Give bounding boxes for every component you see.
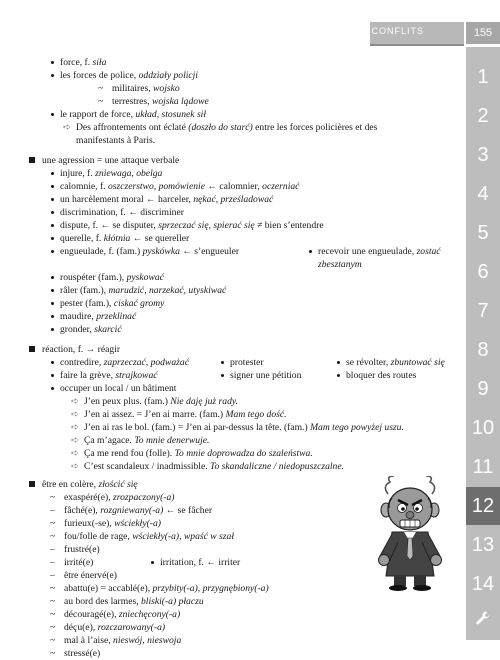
list-item: ~ mal à l’aise, nieswój, nieswoja (50, 635, 182, 646)
chapter-tab-14[interactable]: 14 (471, 573, 495, 595)
list-item: irritation, f. ← irriter (160, 557, 241, 568)
list-item: pester (fam.), ciskać gromy (60, 298, 165, 309)
list-item: calomnie, f. oszczerstwo, pomówienie ← calomnier, oczerniać (60, 181, 300, 192)
list-item: râler (fam.), marudzić, narzekać, utyskiwać (60, 285, 227, 296)
arrow-icon: ➪ (71, 396, 80, 407)
list-item: force, f. siła (60, 57, 107, 68)
example-sentence: manifestants à Paris. (76, 135, 156, 146)
example-sentence: ➪ Ça me rend fou (folle). To mnie doprowadza do szaleństwa. (71, 448, 313, 459)
arrow-icon: ➪ (71, 409, 80, 420)
example-sentence: ➪ J’en ai ras le bol. (fam.) = J’en ai par-dessus la tête. (fam.) Mam tego powyżej uszu. (71, 422, 404, 433)
list-item: ~ fou/folle de rage, wściekły(-a), wpaść w szał (50, 531, 234, 542)
example-sentence: ➪ C’est scandaleux / inadmissible. To skandaliczne / niedopuszczalne. (71, 461, 344, 472)
arrow-icon: ➪ (71, 448, 80, 459)
section-heading: une agression = une attaque verbale (30, 154, 179, 167)
angry-man-illustration (370, 476, 450, 591)
chapter-tab-11[interactable]: 11 (472, 456, 494, 478)
example-sentence: ➪ Ça m’agace. To mnie denerwuje. (71, 435, 210, 446)
list-item: ~ abattu(e) = accablé(e), przybity(-a), przygnębiony(-a) (50, 583, 269, 594)
chapter-tab-7[interactable]: 7 (477, 300, 489, 322)
list-item: – frustré(e) (50, 544, 100, 555)
chapter-tab-13[interactable]: 13 (471, 534, 495, 556)
example-sentence: ➪ J’en ai assez. = J’en ai marre. (fam.) Mam tego dość. (71, 409, 287, 420)
list-item: discrimination, f. ← discriminer (60, 207, 184, 218)
list-item: injure, f. zniewaga, obelga (60, 168, 163, 179)
chapter-tab-1[interactable]: 1 (477, 66, 489, 88)
section-heading: être en colère, złościć się (30, 478, 138, 491)
list-item: ~ déçu(e), rozczarowany(-a) (50, 622, 166, 633)
list-item: querelle, f. kłótnia ← se quereller (60, 233, 190, 244)
chapter-tab-12[interactable]: 12 (466, 487, 500, 525)
list-item: dispute, f. ← se disputer, sprzeczać się, spierać się ≠ bien s’entendre (60, 220, 324, 231)
list-item: faire la grève, strajkować (60, 370, 158, 381)
list-item: maudire, przeklinać (60, 311, 137, 322)
list-item: recevoir une engueulade, zostać (318, 246, 441, 257)
list-item: gronder, skarcić (60, 324, 122, 335)
list-item: un harcèlement moral ← harceler, nękać, prześladować (60, 194, 274, 205)
list-item: se révolter, zbuntować się (346, 357, 445, 368)
chapter-tabs (466, 47, 500, 640)
arrow-icon: ➪ (71, 461, 80, 472)
page-header (0, 0, 464, 47)
list-item: contredire, zaprzeczać, podważać (60, 357, 189, 368)
arrow-icon: ➪ (63, 122, 72, 133)
chapter-tab-4[interactable]: 4 (477, 183, 489, 205)
list-item: ~ exaspéré(e), zrozpaczony(-a) (50, 492, 175, 503)
chapter-tab-2[interactable]: 2 (477, 105, 489, 127)
chapter-tab-6[interactable]: 6 (477, 261, 489, 283)
chapter-tab-8[interactable]: 8 (477, 339, 489, 361)
list-item: ~ au bord des larmes, bliski(-a) płaczu (50, 596, 204, 607)
chapter-title: LES CONFLITS (347, 26, 424, 36)
arrow-icon: ➪ (71, 422, 80, 433)
example-sentence: ➪ J’en peux plus. (fam.) Nie daję już rady. (71, 396, 239, 407)
list-item: ~ stressé(e) (50, 648, 101, 659)
chapter-tab-9[interactable]: 9 (477, 378, 489, 400)
list-item: bloquer des routes (346, 370, 417, 381)
page-number: 155 (466, 22, 500, 44)
list-item: ~ terrestres, wojska lądowe (98, 96, 209, 107)
list-item-continuation: zbesztanym (318, 259, 362, 270)
list-item: signer une pétition (230, 370, 302, 381)
list-item: engueulade, f. (fam.) pyskówka ← s’engueuler (60, 246, 240, 257)
list-item: ~ découragé(e), zniechęcony(-a) (50, 609, 181, 620)
list-item: le rapport de force, układ, stosunek sił (60, 109, 207, 120)
list-item: ~ militaires, wojsko (98, 83, 180, 94)
list-item: ~ furieux(-se), wściekły(-a) (50, 518, 161, 529)
wrench-icon[interactable] (475, 610, 491, 626)
header-underline (370, 44, 464, 46)
chapter-tab-10[interactable]: 10 (471, 417, 495, 439)
arrow-icon: ➪ (71, 435, 80, 446)
list-item: protester (230, 357, 264, 368)
list-item: les forces de police, oddziały policji (60, 70, 199, 81)
example-sentence: ➪ Des affrontements ont éclaté (doszło do starć) entre les forces policières et des (63, 122, 378, 133)
section-heading: réaction, f. → réagir (30, 343, 120, 356)
list-item: rouspéter (fam.), pyskować (60, 272, 164, 283)
list-item: – irrité(e) (50, 557, 94, 568)
chapter-tab-3[interactable]: 3 (477, 144, 489, 166)
chapter-tab-5[interactable]: 5 (477, 222, 489, 244)
list-item: – fâché(e), rozgniewany(-a) ← se fâcher (50, 505, 213, 516)
list-item: occuper un local / un bâtiment (60, 383, 177, 394)
list-item: – être énervé(e) (50, 570, 117, 581)
